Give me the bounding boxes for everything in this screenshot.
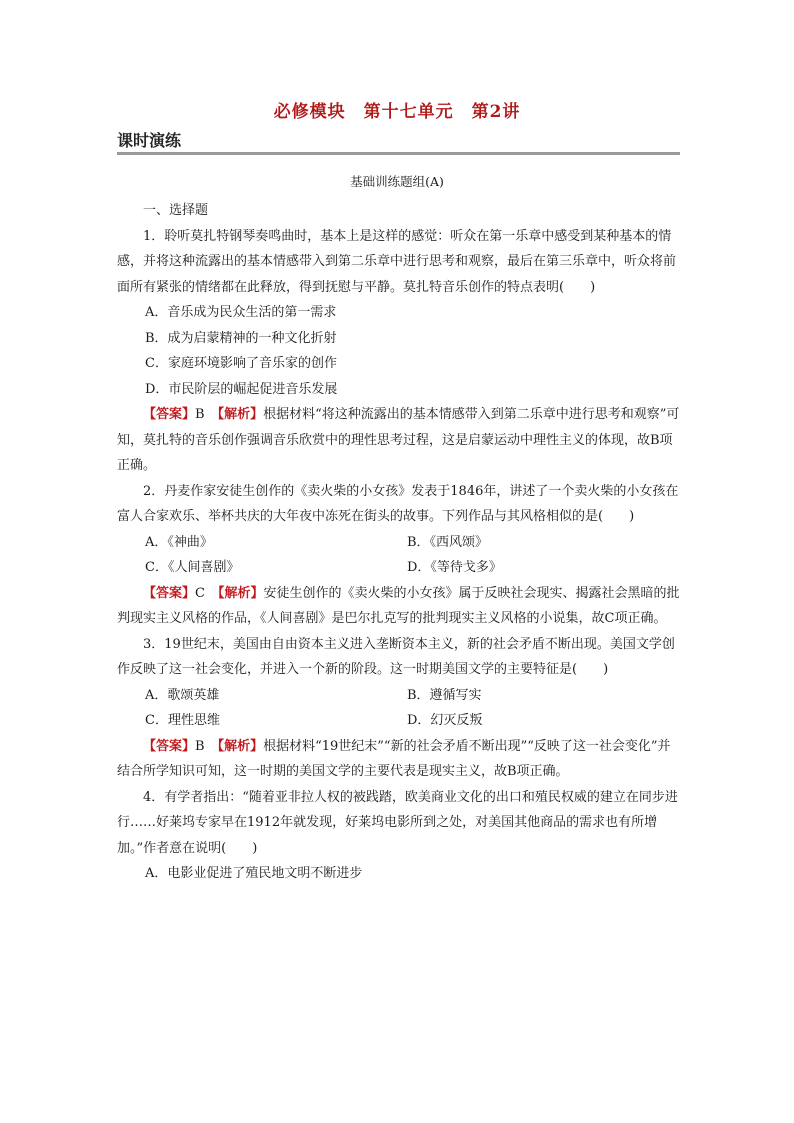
document-body bbox=[117, 198, 680, 887]
section-heading: 课时演练 bbox=[117, 131, 182, 150]
option: B．成为启蒙精神的一种文化折射 bbox=[145, 330, 337, 346]
answer-analysis bbox=[117, 402, 680, 479]
option: C．理性思维 bbox=[145, 713, 220, 728]
answer-label: 【答案】 bbox=[143, 585, 196, 601]
option: A．音乐成为民众生活的第一需求 bbox=[145, 305, 337, 320]
analysis-label: 【解析】 bbox=[217, 407, 264, 422]
option: D．幻灭反叛 bbox=[407, 713, 483, 728]
option: A．《神曲》 bbox=[145, 534, 213, 550]
option: D．《等待戈多》 bbox=[407, 560, 502, 575]
answer-value: C bbox=[195, 585, 218, 601]
answer-value: B bbox=[195, 738, 218, 754]
option-row bbox=[117, 683, 680, 709]
exercise-group-title: 基础训练题组(A) bbox=[350, 174, 444, 189]
option-row bbox=[117, 555, 680, 581]
answer-label: 【答案】 bbox=[143, 407, 196, 422]
part-heading: 一、选择题 bbox=[143, 203, 209, 218]
answer-value: B bbox=[195, 407, 218, 422]
analysis-text: 根据材料“19世纪末”“新的社会矛盾不断出现”“反映了这一社会变化”并结合所学知识可知，这一时期的美国文学的主要代表是现实主义，故B项正确。 bbox=[117, 738, 671, 779]
analysis-label: 【解析】 bbox=[217, 585, 264, 601]
option: B．遵循写实 bbox=[407, 687, 482, 703]
option: C．《人间喜剧》 bbox=[145, 560, 240, 575]
heading-divider bbox=[117, 152, 680, 155]
option-row bbox=[117, 708, 680, 734]
page-title: 必修模块 第十七单元 第2讲 bbox=[273, 102, 521, 122]
option: A．歌颂英雄 bbox=[145, 687, 220, 703]
question-stem: 1．聆听莫扎特钢琴奏鸣曲时，基本上是这样的感觉：听众在第一乐章中感受到某种基本的情感，并将这种流露出的基本情感带入到第二乐章中进行思考和观察，最后在第三乐章中，听众将前面所有紧张的情绪都在此释放，得到抚慰与平静。莫扎特音乐创作的特点表明( ) bbox=[117, 228, 677, 295]
analysis-label: 【解析】 bbox=[217, 738, 264, 754]
analysis-text: 根据材料“将这种流露出的基本情感带入到第二乐章中进行思考和观察”可知，莫扎特的音乐创作强调音乐欣赏中的理性思考过程，这是启蒙运动中理性主义的体现，故B项正确。 bbox=[117, 407, 680, 473]
answer-analysis bbox=[117, 734, 680, 785]
question-stem: 3．19世纪末，美国由自由资本主义进入垄断资本主义，新的社会矛盾不断出现。美国文学创作反映了这一社会变化，并进入一个新的阶段。这一时期美国文学的主要特征是( ) bbox=[117, 636, 675, 677]
option: D．市民阶层的崛起促进音乐发展 bbox=[145, 381, 338, 397]
answer-label: 【答案】 bbox=[143, 738, 196, 754]
analysis-text: 安徒生创作的《卖火柴的小女孩》属于反映社会现实、揭露社会黑暗的批判现实主义风格的作品，《人间喜剧》是巴尔扎克写的批判现实主义风格的小说集，故C项正确。 bbox=[117, 585, 680, 626]
option: A．电影业促进了殖民地文明不断进步 bbox=[145, 866, 363, 881]
answer-analysis bbox=[117, 581, 680, 632]
question-stem: 4．有学者指出：“随着亚非拉人权的被践踏，欧美商业文化的出口和殖民权威的建立在同步进行……好莱坞专家早在1912年就发现，好莱坞电影所到之处，对美国其他商品的需求也有所增加。”作者意在说明( ) bbox=[117, 789, 678, 856]
question-stem: 2．丹麦作家安徒生创作的《卖火柴的小女孩》发表于1846年，讲述了一个卖火柴的小女孩在富人合家欢乐、举杯共庆的大年夜中冻死在街头的故事。下列作品与其风格相似的是( ) bbox=[117, 483, 679, 524]
option: C．家庭环境影响了音乐家的创作 bbox=[145, 356, 337, 371]
option-row bbox=[117, 530, 680, 556]
option: B．《西风颂》 bbox=[407, 534, 489, 550]
